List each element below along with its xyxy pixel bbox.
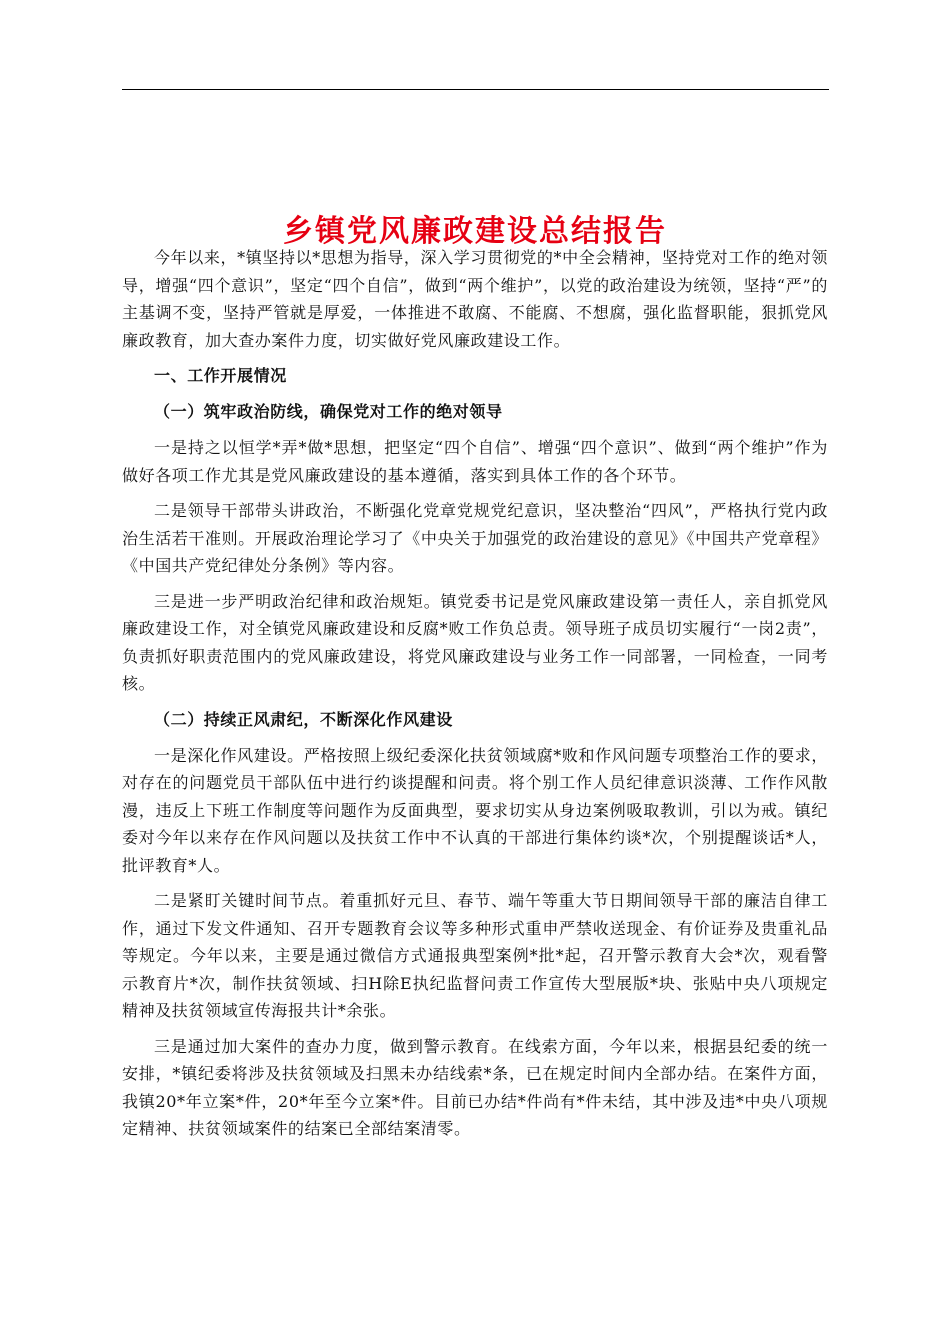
body-paragraph: 三是进一步严明政治纪律和政治规矩。镇党委书记是党风廉政建设第一责任人，亲自抓党风廉政建设工作，对全镇党风廉政建设和反腐*败工作负总责。领导班子成员切实履行“一岗2责”，负责抓好职责范围内的党风廉政建设，将党风廉政建设与业务工作一同部署，一同检查，一同考核。 [122, 591, 828, 693]
section-heading: （一）筑牢政治防线，确保党对工作的绝对领导 [154, 402, 503, 421]
document-body [122, 244, 828, 1151]
body-paragraph: 三是通过加大案件的查办力度，做到警示教育。在线索方面，今年以来，根据县纪委的统一安排，*镇纪委将涉及扶贫领域及扫黑未办结线索*条，已在规定时间内全部办结。在案件方面，我镇20*年立案*件，20*年至今立案*件。目前已办结*件尚有*件未结，其中涉及违*中央八项规定精神、扶贫领域案件的结案已全部结案清零。 [122, 1036, 828, 1138]
section-heading: 一、工作开展情况 [154, 366, 287, 385]
header-rule [122, 89, 829, 90]
body-paragraph: 二是紧盯关键时间节点。着重抓好元旦、春节、端午等重大节日期间领导干部的廉洁自律工作，通过下发文件通知、召开专题教育会议等多种形式重申严禁收送现金、有价证券及贵重礼品等规定。今年以来，主要是通过微信方式通报典型案例*批*起，召开警示教育大会*次，观看警示教育片*次，制作扶贫领域、扫H除E执纪监督问责工作宣传大型展版*块、张贴中央八项规定精神及扶贫领域宣传海报共计*余张。 [122, 891, 828, 1020]
body-paragraph: 一是持之以恒学*弄*做*思想，把坚定“四个自信”、增强“四个意识”、做到“两个维护”作为做好各项工作尤其是党风廉政建设的基本遵循，落实到具体工作的各个环节。 [122, 438, 828, 485]
document-title: 乡镇党风廉政建设总结报告 [283, 214, 667, 250]
body-paragraph: 一是深化作风建设。严格按照上级纪委深化扶贫领域腐*败和作风问题专项整治工作的要求，对存在的问题党员干部队伍中进行约谈提醒和问责。将个别工作人员纪律意识淡薄、工作作风散漫，违反上下班工作制度等问题作为反面典型，要求切实从身边案例吸取教训，引以为戒。镇纪委对今年以来存在作风问题以及扶贫工作中不认真的干部进行集体约谈*次，个别提醒谈话*人，批评教育*人。 [122, 745, 828, 875]
body-paragraph: 今年以来，*镇坚持以*思想为指导，深入学习贯彻党的*中全会精神，坚持党对工作的绝对领导，增强“四个意识”，坚定“四个自信”，做到“两个维护”，以党的政治建设为统领，坚持“严”的主基调不变，坚持严管就是厚爱，一体推进不敢腐、不能腐、不想腐，强化监督职能，狠抓党风廉政教育，加大查办案件力度，切实做好党风廉政建设工作。 [122, 248, 828, 350]
section-heading: （二）持续正风肃纪，不断深化作风建设 [154, 709, 453, 729]
body-paragraph: 二是领导干部带头讲政治，不断强化党章党规党纪意识，坚决整治“四风”，严格执行党内政治生活若干准则。开展政治理论学习了《中央关于加强党的政治建设的意见》《中国共产党章程》《中国共产党纪律处分条例》等内容。 [122, 501, 828, 575]
